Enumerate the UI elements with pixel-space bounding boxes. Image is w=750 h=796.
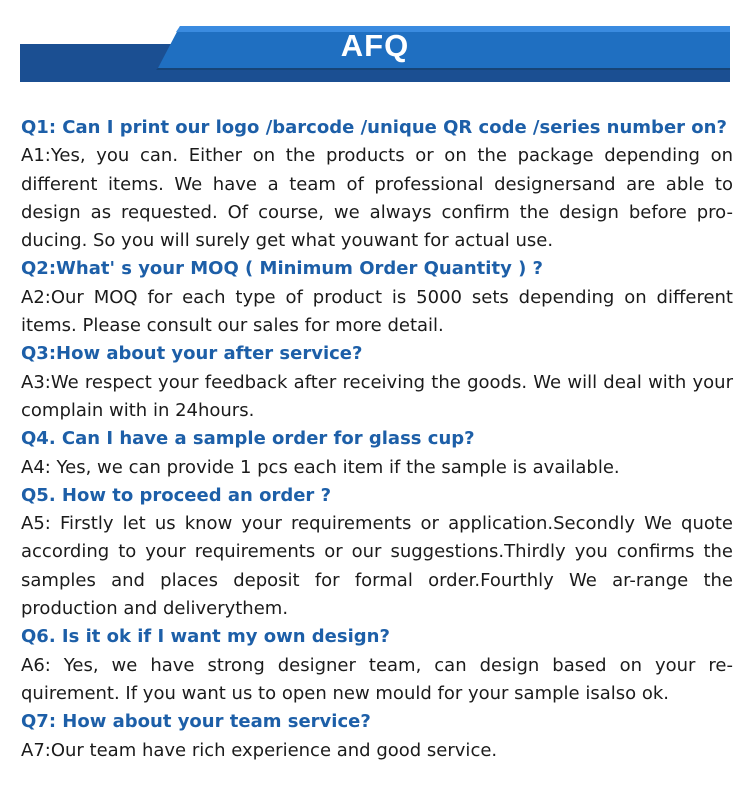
faq-answer-5: A5: Firstly let us know your requirements or application.Secondly We quote according to your requirements or our suggestions.Thirdly you confirms the samples and places deposit for formal order.Fourthly We ar-range the production and deliverythem. xyxy=(21,513,733,620)
faq-answer-2: A2:Our MOQ for each type of product is 5000 sets depending on different items. Please consult our sales for more detail. xyxy=(21,286,733,337)
page-title: AFQ xyxy=(340,28,410,63)
faq-answer-1: A1:Yes, you can. Either on the products or on the package depending on different items. We have a team of professional designersand are able to design as requested. Of course, we always confirm the design before pro-ducing. So you will surely get what youwant for actual use. xyxy=(21,145,733,252)
faq-answer-7: A7:Our team have rich experience and good service. xyxy=(21,739,498,761)
faq-question-6: Q6. Is it ok if I want my own design? xyxy=(21,626,390,648)
faq-answer-6: A6: Yes, we have strong designer team, can design based on your re-quirement. If you want us to open new mould for your sample isalso ok. xyxy=(21,654,733,704)
faq-question-4: Q4. Can I have a sample order for glass cup? xyxy=(21,428,475,450)
faq-answer-4: A4: Yes, we can provide 1 pcs each item if the sample is available. xyxy=(21,456,620,478)
faq-question-1: Q1: Can I print our logo /barcode /unique QR code /series number on? xyxy=(21,117,727,138)
faq-answer-3: A3:We respect your feedback after receiving the goods. We will deal with your complain with in 24hours. xyxy=(21,371,733,421)
faq-list xyxy=(21,114,733,765)
faq-question-3: Q3:How about your after service? xyxy=(21,343,363,365)
faq-question-2: Q2:What' s your MOQ ( Minimum Order Quantity ) ? xyxy=(21,258,543,280)
faq-question-5: Q5. How to proceed an order ? xyxy=(21,484,332,506)
afq-banner xyxy=(20,26,730,82)
faq-question-7: Q7: How about your team service? xyxy=(21,711,371,733)
